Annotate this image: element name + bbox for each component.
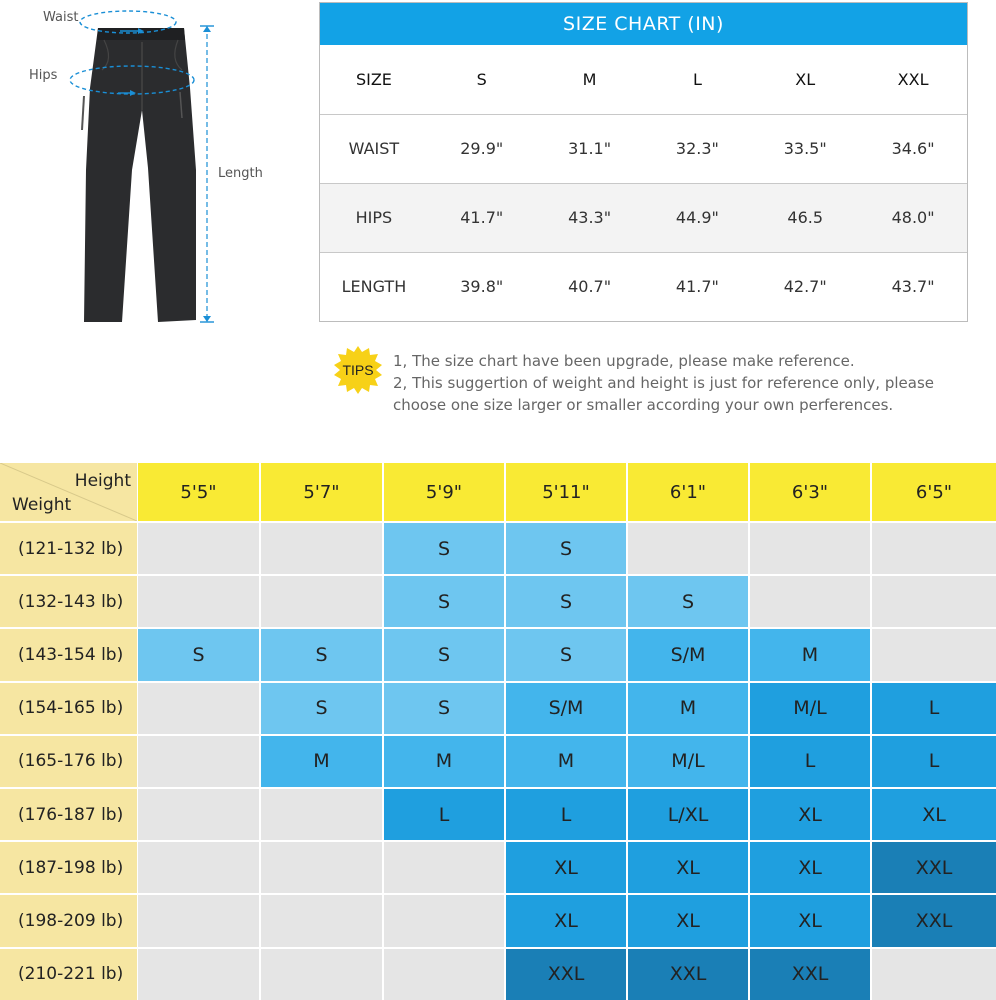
size-suggestion-cell — [872, 949, 996, 1000]
size-suggestion-cell — [384, 842, 504, 893]
size-suggestion-cell — [750, 576, 870, 627]
size-suggestion-cell — [138, 736, 259, 787]
size-col-header: XXL — [859, 45, 967, 114]
tips-text — [393, 350, 963, 416]
size-suggestion-cell — [138, 895, 259, 946]
hips-label: Hips — [29, 68, 58, 83]
size-row-waist — [320, 114, 967, 183]
size-suggestion-cell: XL — [628, 842, 748, 893]
size-suggestion-cell: L — [872, 683, 996, 734]
size-suggestion-cell: M — [628, 683, 748, 734]
size-col-header: XL — [751, 45, 859, 114]
height-weight-grid — [0, 463, 996, 1000]
size-value-cell: 29.9" — [428, 114, 536, 183]
size-header-label: SIZE — [320, 45, 428, 114]
size-suggestion-cell: L — [506, 789, 626, 840]
size-suggestion-cell: S — [384, 683, 504, 734]
size-value-cell: 33.5" — [751, 114, 859, 183]
size-value-cell: 31.1" — [536, 114, 644, 183]
size-suggestion-cell: M/L — [750, 683, 870, 734]
tips-badge — [333, 345, 383, 395]
size-suggestion-cell: S — [261, 629, 382, 680]
size-suggestion-cell — [261, 789, 382, 840]
size-suggestion-cell — [261, 576, 382, 627]
weight-row-label: (121-132 lb) — [0, 523, 137, 574]
height-header-cell: 5'11" — [506, 463, 626, 521]
size-suggestion-cell: S — [261, 683, 382, 734]
size-suggestion-cell: S — [506, 629, 626, 680]
size-suggestion-cell: XL — [750, 789, 870, 840]
size-suggestion-cell: S/M — [506, 683, 626, 734]
size-chart-title: SIZE CHART (IN) — [320, 3, 967, 45]
size-suggestion-cell: XL — [506, 842, 626, 893]
size-row-length — [320, 252, 967, 321]
size-suggestion-cell — [261, 949, 382, 1000]
size-suggestion-cell — [384, 895, 504, 946]
size-value-cell: 41.7" — [643, 252, 751, 321]
size-suggestion-cell: S — [384, 576, 504, 627]
size-row-label: WAIST — [320, 114, 428, 183]
size-row-hips — [320, 183, 967, 252]
tip-line-1: 1, The size chart have been upgrade, please make reference. — [393, 352, 855, 370]
size-suggestion-cell: L/XL — [628, 789, 748, 840]
size-suggestion-cell — [261, 842, 382, 893]
size-suggestion-cell: S — [384, 629, 504, 680]
size-value-cell: 43.3" — [536, 183, 644, 252]
weight-row-label: (176-187 lb) — [0, 789, 137, 840]
size-suggestion-cell — [138, 949, 259, 1000]
waist-label: Waist — [43, 10, 79, 25]
size-suggestion-cell: XXL — [750, 949, 870, 1000]
size-value-cell: 39.8" — [428, 252, 536, 321]
size-table — [320, 45, 967, 321]
height-header-cell: 5'5" — [138, 463, 259, 521]
size-suggestion-cell: XL — [750, 895, 870, 946]
size-col-header: M — [536, 45, 644, 114]
height-header-cell: 5'9" — [384, 463, 504, 521]
size-suggestion-cell — [261, 895, 382, 946]
weight-row-label: (210-221 lb) — [0, 949, 137, 1000]
weight-row-label: (165-176 lb) — [0, 736, 137, 787]
height-header-cell: 5'7" — [261, 463, 382, 521]
size-suggestion-cell: M — [750, 629, 870, 680]
size-col-header: S — [428, 45, 536, 114]
size-suggestion-cell: S — [138, 629, 259, 680]
size-suggestion-cell: XL — [506, 895, 626, 946]
size-suggestion-cell: M/L — [628, 736, 748, 787]
size-value-cell: 32.3" — [643, 114, 751, 183]
size-suggestion-cell: M — [261, 736, 382, 787]
height-header-cell: 6'5" — [872, 463, 996, 521]
size-col-header: L — [643, 45, 751, 114]
size-chart — [319, 2, 968, 322]
size-suggestion-cell: S — [384, 523, 504, 574]
corner-height-label: Height — [74, 471, 131, 491]
pants-figure — [0, 0, 310, 340]
size-row-label: HIPS — [320, 183, 428, 252]
size-suggestion-cell — [138, 576, 259, 627]
size-suggestion-cell: XL — [872, 789, 996, 840]
height-header-cell: 6'1" — [628, 463, 748, 521]
size-suggestion-cell: L — [872, 736, 996, 787]
size-suggestion-cell — [872, 576, 996, 627]
size-suggestion-cell: XL — [750, 842, 870, 893]
size-row-label: LENGTH — [320, 252, 428, 321]
size-suggestion-cell: XXL — [506, 949, 626, 1000]
grid-corner — [0, 463, 137, 521]
size-value-cell: 42.7" — [751, 252, 859, 321]
size-suggestion-cell: XL — [628, 895, 748, 946]
size-suggestion-cell — [384, 949, 504, 1000]
height-header-cell: 6'3" — [750, 463, 870, 521]
size-header-row — [320, 45, 967, 114]
size-suggestion-cell — [872, 523, 996, 574]
pants-illustration — [0, 0, 310, 340]
size-value-cell: 43.7" — [859, 252, 967, 321]
size-value-cell: 44.9" — [643, 183, 751, 252]
size-suggestion-cell — [138, 523, 259, 574]
size-value-cell: 41.7" — [428, 183, 536, 252]
size-value-cell: 34.6" — [859, 114, 967, 183]
size-suggestion-cell: XXL — [628, 949, 748, 1000]
size-suggestion-cell: S — [506, 523, 626, 574]
size-suggestion-cell — [138, 789, 259, 840]
weight-row-label: (132-143 lb) — [0, 576, 137, 627]
weight-row-label: (143-154 lb) — [0, 629, 137, 680]
size-suggestion-cell: M — [506, 736, 626, 787]
size-suggestion-cell: S/M — [628, 629, 748, 680]
tip-line-2: 2, This suggertion of weight and height is just for reference only, please choose one size larger or smaller according your own perferences. — [393, 374, 934, 414]
size-value-cell: 40.7" — [536, 252, 644, 321]
size-suggestion-cell — [628, 523, 748, 574]
size-suggestion-cell: L — [750, 736, 870, 787]
size-value-cell: 48.0" — [859, 183, 967, 252]
size-suggestion-cell — [261, 523, 382, 574]
weight-row-label: (154-165 lb) — [0, 683, 137, 734]
size-suggestion-cell: L — [384, 789, 504, 840]
size-suggestion-cell — [872, 629, 996, 680]
size-suggestion-cell: XXL — [872, 842, 996, 893]
size-suggestion-cell — [750, 523, 870, 574]
weight-row-label: (187-198 lb) — [0, 842, 137, 893]
size-suggestion-cell — [138, 683, 259, 734]
weight-row-label: (198-209 lb) — [0, 895, 137, 946]
tips-badge-text: TIPS — [342, 362, 374, 378]
size-suggestion-cell: S — [506, 576, 626, 627]
size-suggestion-cell — [138, 842, 259, 893]
length-label: Length — [218, 166, 263, 181]
corner-weight-label: Weight — [12, 495, 72, 515]
tips-starburst-icon — [333, 345, 383, 395]
size-suggestion-cell: S — [628, 576, 748, 627]
size-suggestion-cell: M — [384, 736, 504, 787]
size-suggestion-cell: XXL — [872, 895, 996, 946]
size-value-cell: 46.5 — [751, 183, 859, 252]
